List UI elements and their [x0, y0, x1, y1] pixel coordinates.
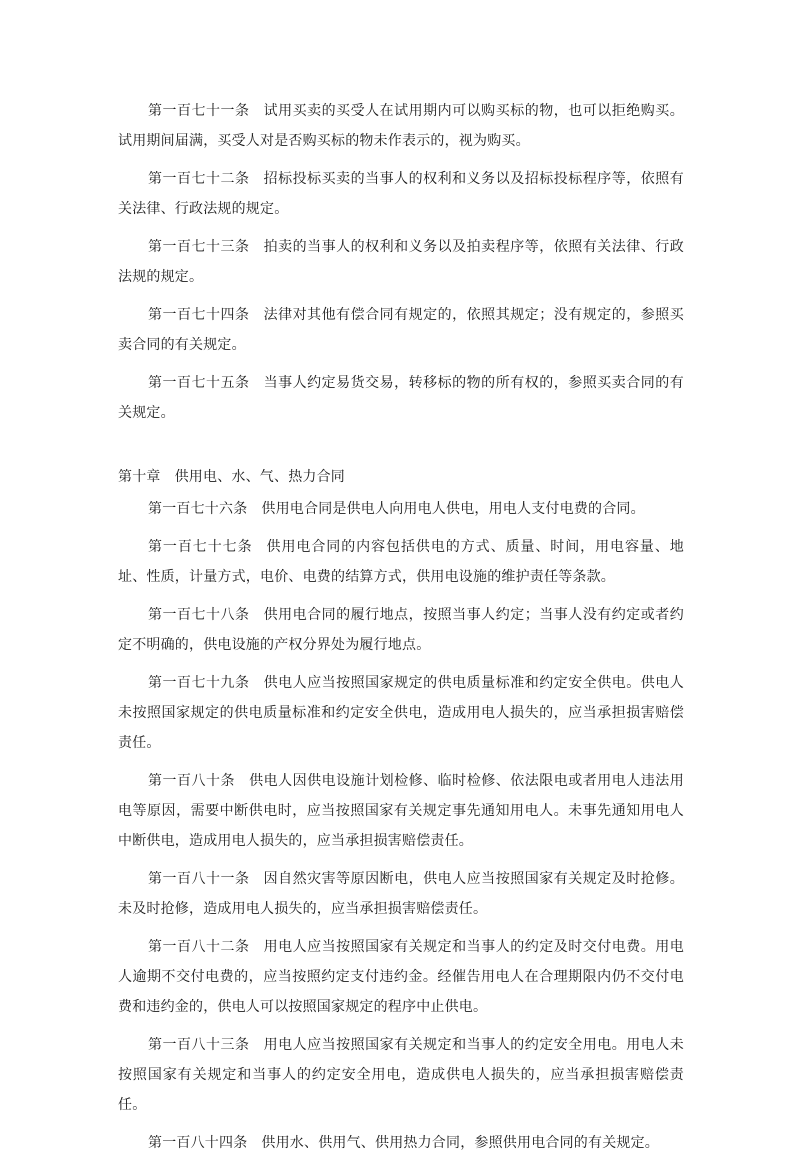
article-178 — [118, 600, 684, 660]
article-181 — [118, 864, 684, 924]
article-number: 第一百八十二条 — [148, 939, 250, 955]
article-text: 供用水、供用气、供用热力合同，参照供用电合同的有关规定。 — [261, 1135, 660, 1151]
article-number: 第一百八十条 — [148, 773, 236, 789]
article-180 — [118, 766, 684, 856]
article-171 — [118, 96, 684, 156]
article-174 — [118, 300, 684, 360]
article-text: 用电人应当按照国家有关规定和当事人的约定安全用电。用电人未按照国家有关规定和当事人的约定安全用电，造成供电人损失的，应当承担损害赔偿责任。 — [118, 1037, 684, 1113]
article-176 — [118, 494, 684, 524]
article-number: 第一百八十四条 — [148, 1135, 248, 1151]
article-text: 供用电合同的内容包括供电的方式、质量、时间，用电容量、地址、性质，计量方式，电价、电费的结算方式，供用电设施的维护责任等条款。 — [118, 539, 684, 585]
article-number: 第一百七十二条 — [148, 171, 250, 187]
article-text: 供用电合同的履行地点，按照当事人约定；当事人没有约定或者约定不明确的，供电设施的产权分界处为履行地点。 — [118, 607, 684, 653]
article-182 — [118, 932, 684, 1022]
article-number: 第一百七十三条 — [148, 239, 250, 255]
article-179 — [118, 668, 684, 758]
article-number: 第一百七十四条 — [148, 307, 250, 323]
article-text: 试用买卖的买受人在试用期内可以购买标的物，也可以拒绝购买。试用期间届满，买受人对是否购买标的物未作表示的，视为购买。 — [118, 103, 684, 149]
article-number: 第一百七十七条 — [148, 539, 253, 555]
article-number: 第一百七十九条 — [148, 675, 250, 691]
article-text: 招标投标买卖的当事人的权利和义务以及招标投标程序等，依照有关法律、行政法规的规定。 — [118, 171, 684, 217]
article-text: 拍卖的当事人的权利和义务以及拍卖程序等，依照有关法律、行政法规的规定。 — [118, 239, 684, 285]
article-177 — [118, 532, 684, 592]
article-175 — [118, 368, 684, 428]
article-183 — [118, 1030, 684, 1120]
chapter-number: 第十章 — [118, 469, 161, 485]
document-page — [118, 96, 684, 1166]
article-text: 当事人约定易货交易，转移标的物的所有权的，参照买卖合同的有关规定。 — [118, 375, 684, 421]
chapter-heading — [118, 462, 684, 492]
article-173 — [118, 232, 684, 292]
article-184 — [118, 1128, 684, 1158]
article-172 — [118, 164, 684, 224]
article-number: 第一百七十一条 — [148, 103, 250, 119]
article-text: 供用电合同是供电人向用电人供电，用电人支付电费的合同。 — [261, 501, 645, 517]
article-number: 第一百七十六条 — [148, 501, 248, 517]
article-text: 法律对其他有偿合同有规定的，依照其规定；没有规定的，参照买卖合同的有关规定。 — [118, 307, 684, 353]
article-number: 第一百八十一条 — [148, 871, 250, 887]
article-text: 供电人因供电设施计划检修、临时检修、依法限电或者用电人违法用电等原因，需要中断供电时，应当按照国家有关规定事先通知用电人。未事先通知用电人中断供电，造成用电人损失的，应当承担损害赔偿责任。 — [118, 773, 685, 849]
article-number: 第一百七十五条 — [148, 375, 250, 391]
article-text: 供电人应当按照国家规定的供电质量标准和约定安全供电。供电人未按照国家规定的供电质量标准和约定安全供电，造成用电人损失的，应当承担损害赔偿责任。 — [118, 675, 684, 751]
article-text: 用电人应当按照国家有关规定和当事人的约定及时交付电费。用电人逾期不交付电费的，应当按照约定支付违约金。经催告用电人在合理期限内仍不交付电费和违约金的，供电人可以按照国家规定的程序中止供电。 — [118, 939, 684, 1015]
article-number: 第一百八十三条 — [148, 1037, 250, 1053]
article-number: 第一百七十八条 — [148, 607, 250, 623]
chapter-title: 供用电、水、气、热力合同 — [174, 469, 346, 485]
article-text: 因自然灾害等原因断电，供电人应当按照国家有关规定及时抢修。未及时抢修，造成用电人损失的，应当承担损害赔偿责任。 — [118, 871, 684, 917]
